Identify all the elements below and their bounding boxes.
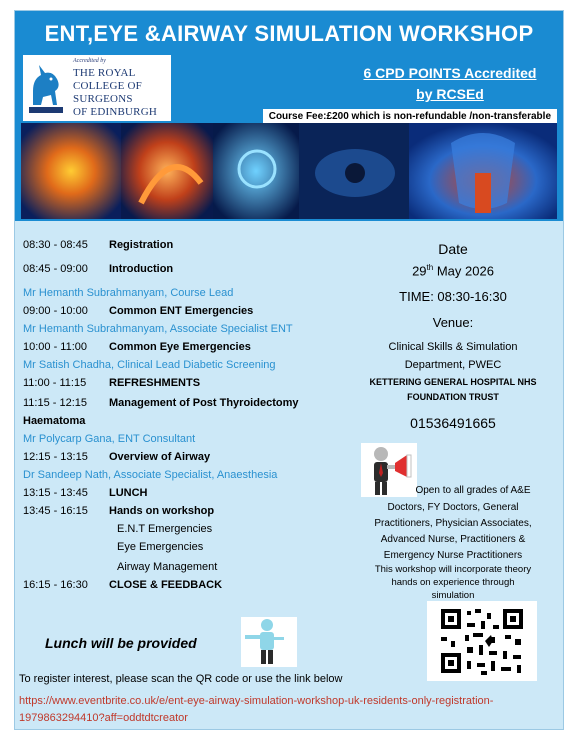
speaker-name: Mr Satish Chadha, Clinical Lead Diabetic Screening xyxy=(23,359,276,371)
logo-line: SURGEONS xyxy=(73,93,133,105)
logo-accredited-text: Accredited by xyxy=(73,58,106,64)
schedule-row xyxy=(23,397,298,409)
date-suffix: th xyxy=(426,263,434,272)
schedule-row xyxy=(23,239,173,251)
schedule-label: LUNCH xyxy=(109,487,148,499)
contact-phone: 01536491665 xyxy=(410,415,496,431)
cpd-line: 6 CPD POINTS Accredited xyxy=(363,65,537,81)
rcsed-logo xyxy=(23,55,171,121)
doctor-pointing-icon xyxy=(241,617,297,667)
schedule-row xyxy=(23,451,210,463)
audience-line: Advanced Nurse, Practitioners & xyxy=(380,534,526,545)
schedule-label: CLOSE & FEEDBACK xyxy=(109,579,223,591)
audience-line: Doctors, FY Doctors, General xyxy=(387,502,519,513)
cpd-line: by RCSEd xyxy=(416,86,484,102)
speaker-name: Dr Sandeep Nath, Associate Specialist, Anaesthesia xyxy=(23,469,278,481)
trust-line: FOUNDATION TRUST xyxy=(407,392,499,402)
registration-link-line[interactable]: 1979863294410?aff=oddtdtcreator xyxy=(19,712,188,724)
unicorn-crest-icon xyxy=(27,61,65,115)
registration-link[interactable] xyxy=(19,693,559,727)
speaker-name: Mr Hemanth Subrahmanyam, Associate Specialist ENT xyxy=(23,323,293,335)
schedule-time: 12:15 - 13:15 xyxy=(23,451,88,463)
schedule-time: 09:00 - 10:00 xyxy=(23,305,88,317)
trust-line: KETTERING GENERAL HOSPITAL NHS xyxy=(369,377,537,387)
qr-code-icon[interactable] xyxy=(427,601,537,681)
logo-line: OF EDINBURGH xyxy=(73,106,157,118)
schedule-time: 16:15 - 16:30 xyxy=(23,579,88,591)
speaker-name: Mr Hemanth Subrahmanyam, Course Lead xyxy=(23,287,234,299)
register-instruction: To register interest, please scan the QR code or use the link below xyxy=(19,673,343,685)
schedule-time: 13:45 - 16:15 xyxy=(23,505,88,517)
workshop-item: Airway Management xyxy=(117,561,218,573)
schedule-time: 08:30 - 08:45 xyxy=(23,239,88,251)
audience-line: Practitioners, Physician Associates, xyxy=(374,518,532,529)
schedule-label: Introduction xyxy=(109,263,174,275)
schedule-row xyxy=(23,377,200,389)
logo-line: COLLEGE OF xyxy=(73,80,142,92)
theory-line: simulation xyxy=(431,590,475,601)
venue-line: Clinical Skills & Simulation xyxy=(388,341,518,353)
audience-line: Open to all grades of A&E xyxy=(415,485,531,496)
event-time: TIME: 08:30-16:30 xyxy=(399,289,507,304)
schedule-label: Overview of Airway xyxy=(109,451,211,463)
cpd-accreditation xyxy=(345,63,555,105)
date-day: 29 xyxy=(412,263,427,279)
logo-line: THE ROYAL xyxy=(73,67,136,79)
course-fee: Course Fee:£200 which is non-refundable /non-transferable xyxy=(263,109,557,124)
poster-header xyxy=(15,11,563,221)
schedule-label: Management of Post Thyroidectomy xyxy=(109,397,299,409)
speaker-name: Mr Polycarp Gana, ENT Consultant xyxy=(23,433,196,445)
audience-line: Emergency Nurse Practitioners xyxy=(383,550,523,561)
schedule-row xyxy=(23,263,173,275)
registration-link-line[interactable]: https://www.eventbrite.co.uk/e/ent-eye-airway-simulation-workshop-uk-residents-only-registration- xyxy=(19,695,494,707)
schedule-label: Hands on workshop xyxy=(109,505,215,517)
date-label: Date xyxy=(438,241,468,257)
poster-title: ENT,EYE &AIRWAY SIMULATION WORKSHOP xyxy=(44,21,534,46)
schedule-time: 08:45 - 09:00 xyxy=(23,263,88,275)
schedule-time: 11:00 - 11:15 xyxy=(23,377,87,389)
venue-line: Department, PWEC xyxy=(404,359,502,371)
theory-line: This workshop will incorporate theory xyxy=(374,564,532,575)
theory-line: hands on experience through xyxy=(391,577,515,588)
schedule-time: 11:15 - 12:15 xyxy=(23,397,88,409)
schedule-label: Common Eye Emergencies xyxy=(109,341,251,353)
schedule-row xyxy=(23,341,251,353)
schedule-row xyxy=(23,579,222,591)
schedule-label: Common ENT Emergencies xyxy=(109,305,254,317)
workshop-item: E.N.T Emergencies xyxy=(117,523,213,535)
lunch-note: Lunch will be provided xyxy=(45,635,197,651)
schedule-time: 13:15 - 13:45 xyxy=(23,487,88,499)
schedule-label-continued: Haematoma xyxy=(23,415,86,427)
schedule-time: 10:00 - 11:00 xyxy=(23,341,88,353)
schedule-row xyxy=(23,305,253,317)
workshop-poster xyxy=(14,10,564,730)
medical-imagery-banner xyxy=(21,123,557,219)
schedule-label: REFRESHMENTS xyxy=(109,377,201,389)
schedule-row xyxy=(23,505,214,517)
date-rest: May 2026 xyxy=(433,263,494,279)
event-date xyxy=(345,263,561,278)
schedule-label: Registration xyxy=(109,239,174,251)
schedule-row xyxy=(23,487,148,499)
venue-label: Venue: xyxy=(432,315,474,330)
workshop-item: Eye Emergencies xyxy=(117,541,204,553)
